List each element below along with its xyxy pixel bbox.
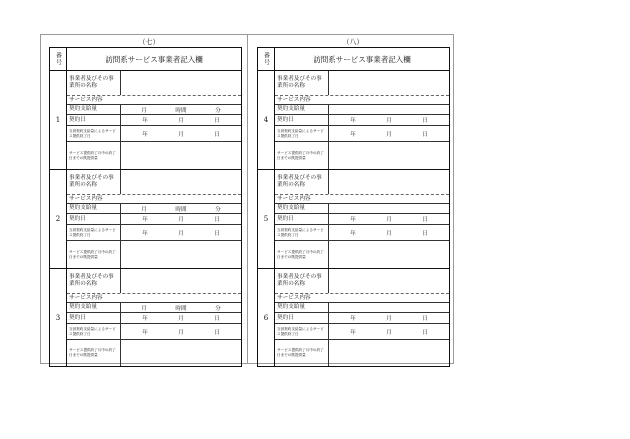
contract-date-field[interactable]: 年 月 日: [350, 217, 428, 223]
amount-label: 契約支給量: [275, 105, 329, 114]
entry-block: [258, 269, 449, 366]
amount-field[interactable]: [329, 204, 449, 213]
form-title: 訪問系サービス事業者記入欄: [105, 54, 203, 64]
service-label: サービス内容: [277, 294, 311, 301]
service-label: サービス内容: [277, 195, 311, 202]
end-amount-field[interactable]: [329, 340, 449, 366]
contract-date-field[interactable]: 年 月 日: [142, 217, 220, 223]
entry-number: 5: [258, 170, 275, 268]
business-name-field[interactable]: [121, 71, 241, 95]
contract-date-label: 契約日: [67, 115, 121, 125]
amount-label: 契約支給量: [67, 303, 121, 312]
end-amount-label: サービス提供終了月中の終了日までの既提供量: [275, 241, 329, 268]
business-name-field[interactable]: [329, 71, 449, 95]
service-label: サービス内容: [69, 195, 103, 202]
end-date-field[interactable]: 年 月 日: [350, 230, 428, 237]
end-date-field[interactable]: 年 月 日: [350, 131, 428, 138]
end-date-field[interactable]: 年 月 日: [350, 329, 428, 336]
end-date-label: 当該契約支給量によるサービス提供終了日: [275, 126, 329, 141]
contract-date-field[interactable]: 年 月 日: [142, 316, 220, 322]
business-name-label: 事業者及びその事業所の名称: [275, 170, 329, 194]
end-amount-label: サービス提供終了月中の終了日までの既提供量: [275, 340, 329, 366]
contract-date-label: 契約日: [67, 214, 121, 224]
end-date-label: 当該契約支給量によるサービス提供終了日: [275, 225, 329, 240]
end-date-label: 当該契約支給量によるサービス提供終了日: [275, 324, 329, 339]
business-name-field[interactable]: [329, 269, 449, 293]
service-label: サービス内容: [69, 96, 103, 103]
entry-block: [258, 170, 449, 269]
end-amount-field[interactable]: [329, 241, 449, 268]
contract-date-field[interactable]: 年 月 日: [350, 118, 428, 124]
amount-field[interactable]: 月 時間 分: [141, 305, 221, 312]
end-date-field[interactable]: 年 月 日: [142, 329, 220, 336]
end-date-label: 当該契約支給量によるサービス提供終了日: [67, 225, 121, 240]
amount-field[interactable]: 月 時間 分: [141, 206, 221, 213]
end-amount-field[interactable]: [121, 241, 241, 268]
page-fold: [247, 34, 248, 364]
end-amount-label: サービス提供終了月中の終了日までの既提供量: [275, 142, 329, 169]
end-amount-field[interactable]: [329, 142, 449, 169]
end-amount-label: サービス提供終了月中の終了日までの既提供量: [67, 340, 121, 366]
entry-number: 2: [50, 170, 67, 268]
business-name-label: 事業者及びその事業所の名称: [67, 269, 121, 293]
end-amount-label: サービス提供終了月中の終了日までの既提供量: [67, 142, 121, 169]
entry-number: 1: [50, 71, 67, 169]
business-name-field[interactable]: [329, 170, 449, 194]
amount-field[interactable]: [329, 303, 449, 312]
amount-label: 契約支給量: [67, 204, 121, 213]
entry-block: [50, 170, 241, 269]
amount-label: 契約支給量: [275, 204, 329, 213]
business-name-label: 事業者及びその事業所の名称: [275, 71, 329, 95]
end-amount-label: サービス提供終了月中の終了日までの既提供量: [67, 241, 121, 268]
entry-block: [50, 269, 241, 366]
end-date-label: 当該契約支給量によるサービス提供終了日: [67, 126, 121, 141]
contract-date-label: 契約日: [275, 313, 329, 323]
amount-field[interactable]: [329, 105, 449, 114]
page-label-right: （八）: [342, 38, 364, 46]
amount-field[interactable]: 月 時間 分: [141, 107, 221, 114]
number-header: 番号: [258, 48, 275, 70]
entry-number: 6: [258, 269, 275, 366]
end-date-label: 当該契約支給量によるサービス提供終了日: [67, 324, 121, 339]
entry-block: [50, 71, 241, 170]
service-label: サービス内容: [69, 294, 103, 301]
form-right: [257, 47, 450, 367]
amount-label: 契約支給量: [67, 105, 121, 114]
form-left: [49, 47, 242, 367]
business-name-field[interactable]: [121, 170, 241, 194]
end-date-field[interactable]: 年 月 日: [142, 230, 220, 237]
service-label: サービス内容: [277, 96, 311, 103]
contract-date-label: 契約日: [67, 313, 121, 323]
business-name-label: 事業者及びその事業所の名称: [67, 170, 121, 194]
number-header: 番号: [50, 48, 67, 70]
form-title: 訪問系サービス事業者記入欄: [313, 54, 411, 64]
entry-number: 4: [258, 71, 275, 169]
entry-block: [258, 71, 449, 170]
business-name-field[interactable]: [121, 269, 241, 293]
business-name-label: 事業者及びその事業所の名称: [275, 269, 329, 293]
end-amount-field[interactable]: [121, 142, 241, 169]
end-amount-field[interactable]: [121, 340, 241, 366]
end-date-field[interactable]: 年 月 日: [142, 131, 220, 138]
contract-date-field[interactable]: 年 月 日: [142, 118, 220, 124]
page-label-left: （七）: [138, 38, 160, 46]
contract-date-label: 契約日: [275, 214, 329, 224]
amount-label: 契約支給量: [275, 303, 329, 312]
contract-date-label: 契約日: [275, 115, 329, 125]
entry-number: 3: [50, 269, 67, 366]
business-name-label: 事業者及びその事業所の名称: [67, 71, 121, 95]
contract-date-field[interactable]: 年 月 日: [350, 316, 428, 322]
